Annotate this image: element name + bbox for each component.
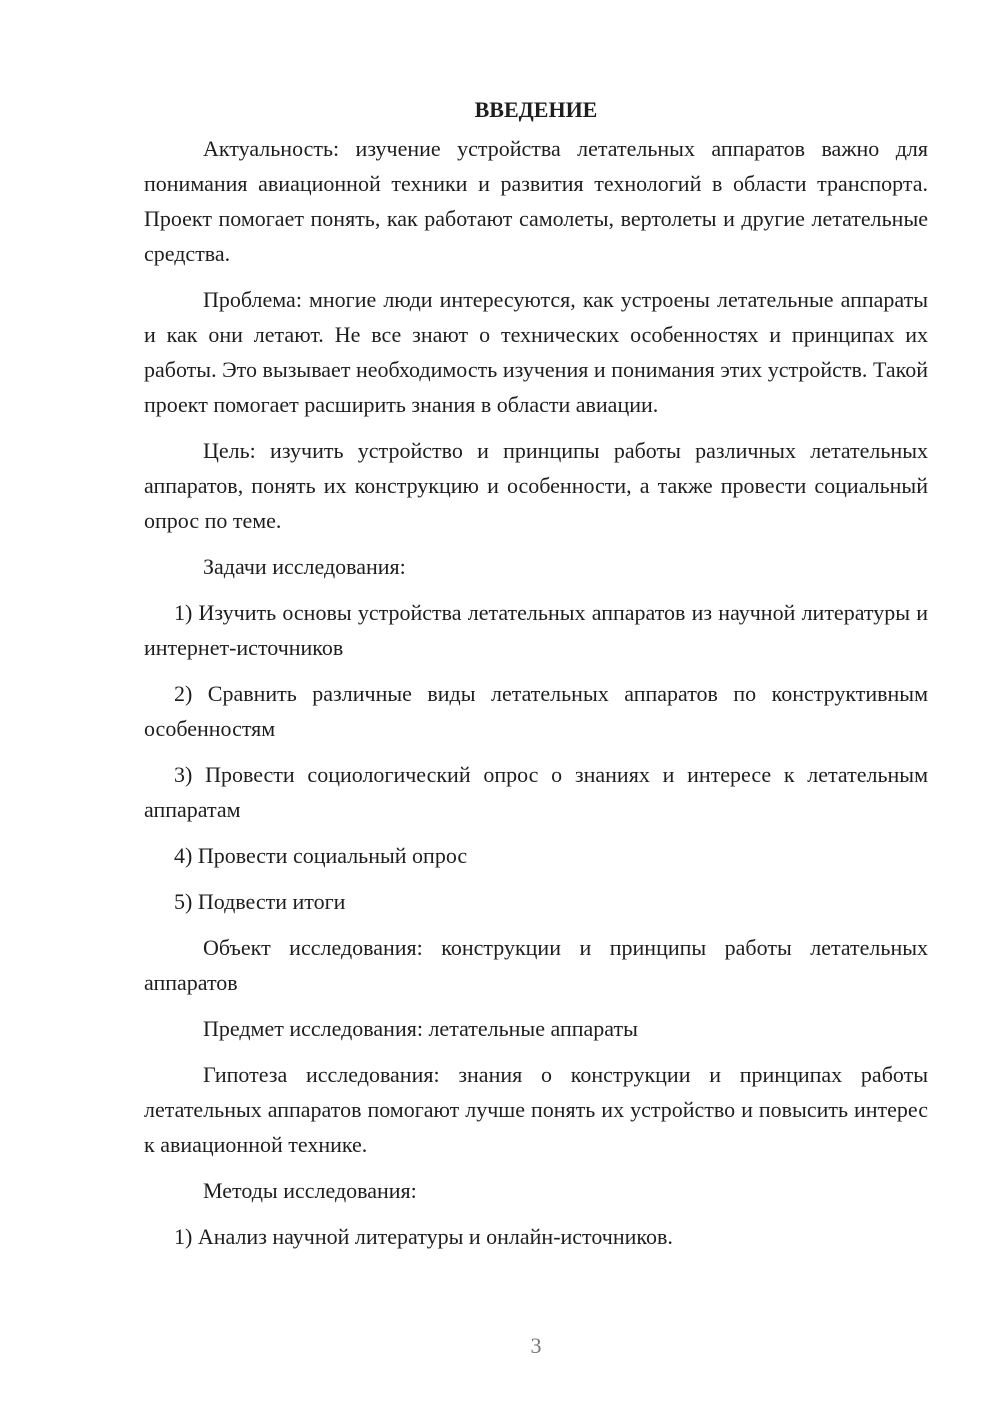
task-item-5: 5) Подвести итоги [174,889,346,914]
page-number: 3 [530,1333,542,1358]
method-item-1: 1) Анализ научной литературы и онлайн-источников. [174,1224,673,1249]
page-content [144,92,928,1265]
paragraph-problem: Проблема: многие люди интересуются, как устроены летательные аппараты и как они летают. Не все знают о технических особенностях и принципах их работы. Это вызывает необходимость изучения и понимания этих устройств. Такой проект помогает расширить знания в области авиации. [144,287,928,417]
paragraph-hypothesis: Гипотеза исследования: знания о конструкции и принципах работы летательных аппаратов помогают лучше понять их устройство и повысить интерес к авиационной технике. [144,1062,928,1157]
paragraph-methods-heading: Методы исследования: [203,1178,417,1203]
paragraph-relevance: Актуальность: изучение устройства летательных аппаратов важно для понимания авиационной техники и развития технологий в области транспорта. Проект помогает понять, как работают самолеты, вертолеты и другие летательные средства. [144,136,928,266]
section-title: ВВЕДЕНИЕ [474,97,598,122]
paragraph-tasks-heading: Задачи исследования: [203,554,406,579]
task-item-1: 1) Изучить основы устройства летательных аппаратов из научной литературы и интернет-источников [144,600,928,660]
paragraph-goal: Цель: изучить устройство и принципы работы различных летательных аппаратов, понять их конструкцию и особенности, а также провести социальный опрос по теме. [144,438,928,533]
paragraph-object: Объект исследования: конструкции и принципы работы летательных аппаратов [144,935,928,995]
paragraph-subject: Предмет исследования: летательные аппараты [203,1016,638,1041]
task-item-3: 3) Провести социологический опрос о знаниях и интересе к летательным аппаратам [144,762,928,822]
task-item-4: 4) Провести социальный опрос [174,843,468,868]
task-item-2: 2) Сравнить различные виды летательных аппаратов по конструктивным особенностям [144,681,928,741]
